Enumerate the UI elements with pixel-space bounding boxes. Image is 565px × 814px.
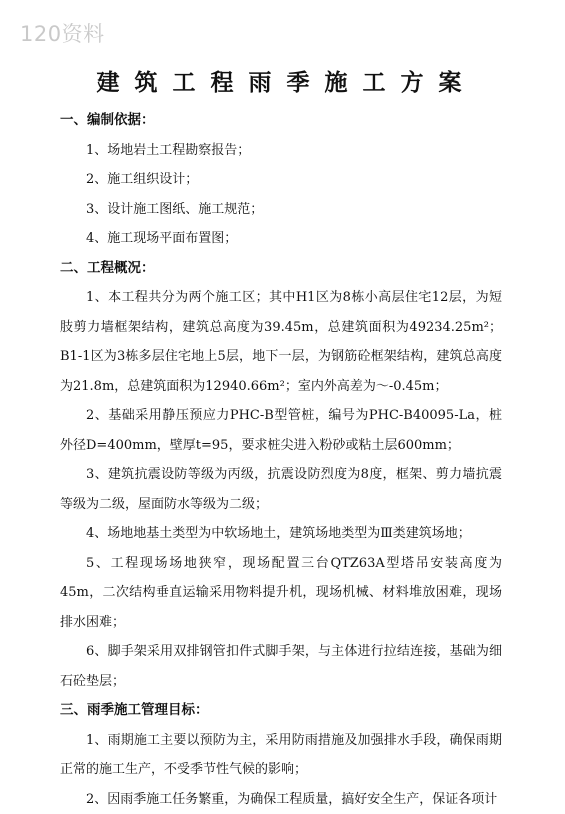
- basis-item: 2、施工组织设计；: [60, 165, 502, 195]
- overview-item: 1、本工程共分为两个施工区；其中H1区为8栋小高层住宅12层，为短肢剪力墙框架结构，建筑总高度为39.45m，总建筑面积为49234.25m²； B1-1区为3栋多层住宅地上5层，地下一层，为钢筋砼框架结构，建筑总高度为21.8m，总建筑面积为12940.66m²；室内外高差为～-0.45m；: [60, 283, 502, 401]
- overview-item: 3、建筑抗震设防等级为丙级，抗震设防烈度为8度，框架、剪力墙抗震等级为二级，屋面防水等级为二级；: [60, 460, 502, 519]
- basis-item: 3、设计施工图纸、施工规范；: [60, 195, 502, 225]
- goals-item: 1、雨期施工主要以预防为主，采用防雨措施及加强排水手段，确保雨期正常的施工生产，不受季节性气候的影响；: [60, 726, 502, 785]
- section-heading: 一、编制依据：: [60, 106, 502, 136]
- document-body: [60, 106, 502, 814]
- document-title: 建筑工程雨季施工方案: [0, 64, 565, 97]
- overview-item: 6、脚手架采用双排钢管扣件式脚手架，与主体进行拉结连接，基础为细石砼垫层；: [60, 637, 502, 696]
- goals-item: 2、因雨季施工任务繁重，为确保工程质量，搞好安全生产，保证各项计: [60, 785, 502, 814]
- section-heading: 三、雨季施工管理目标：: [60, 696, 502, 726]
- basis-item: 4、施工现场平面布置图；: [60, 224, 502, 254]
- overview-item: 5、工程现场场地狭窄，现场配置三台QTZ63A型塔吊安装高度为45m，二次结构垂直运输采用物料提升机，现场机械、材料堆放困难，现场排水困难；: [60, 549, 502, 638]
- watermark: 120资料: [20, 18, 105, 48]
- section-overview: [60, 254, 502, 697]
- overview-item: 4、场地地基土类型为中软场地土，建筑场地类型为Ⅲ类建筑场地；: [60, 519, 502, 549]
- section-heading: 二、工程概况：: [60, 254, 502, 284]
- basis-item: 1、场地岩土工程勘察报告；: [60, 136, 502, 166]
- section-basis: [60, 106, 502, 254]
- overview-item: 2、基础采用静压预应力PHC-B型管桩，编号为PHC-B40095-La，桩外径D=400mm，壁厚t=95，要求桩尖进入粉砂或粘土层600mm；: [60, 401, 502, 460]
- section-goals: [60, 696, 502, 814]
